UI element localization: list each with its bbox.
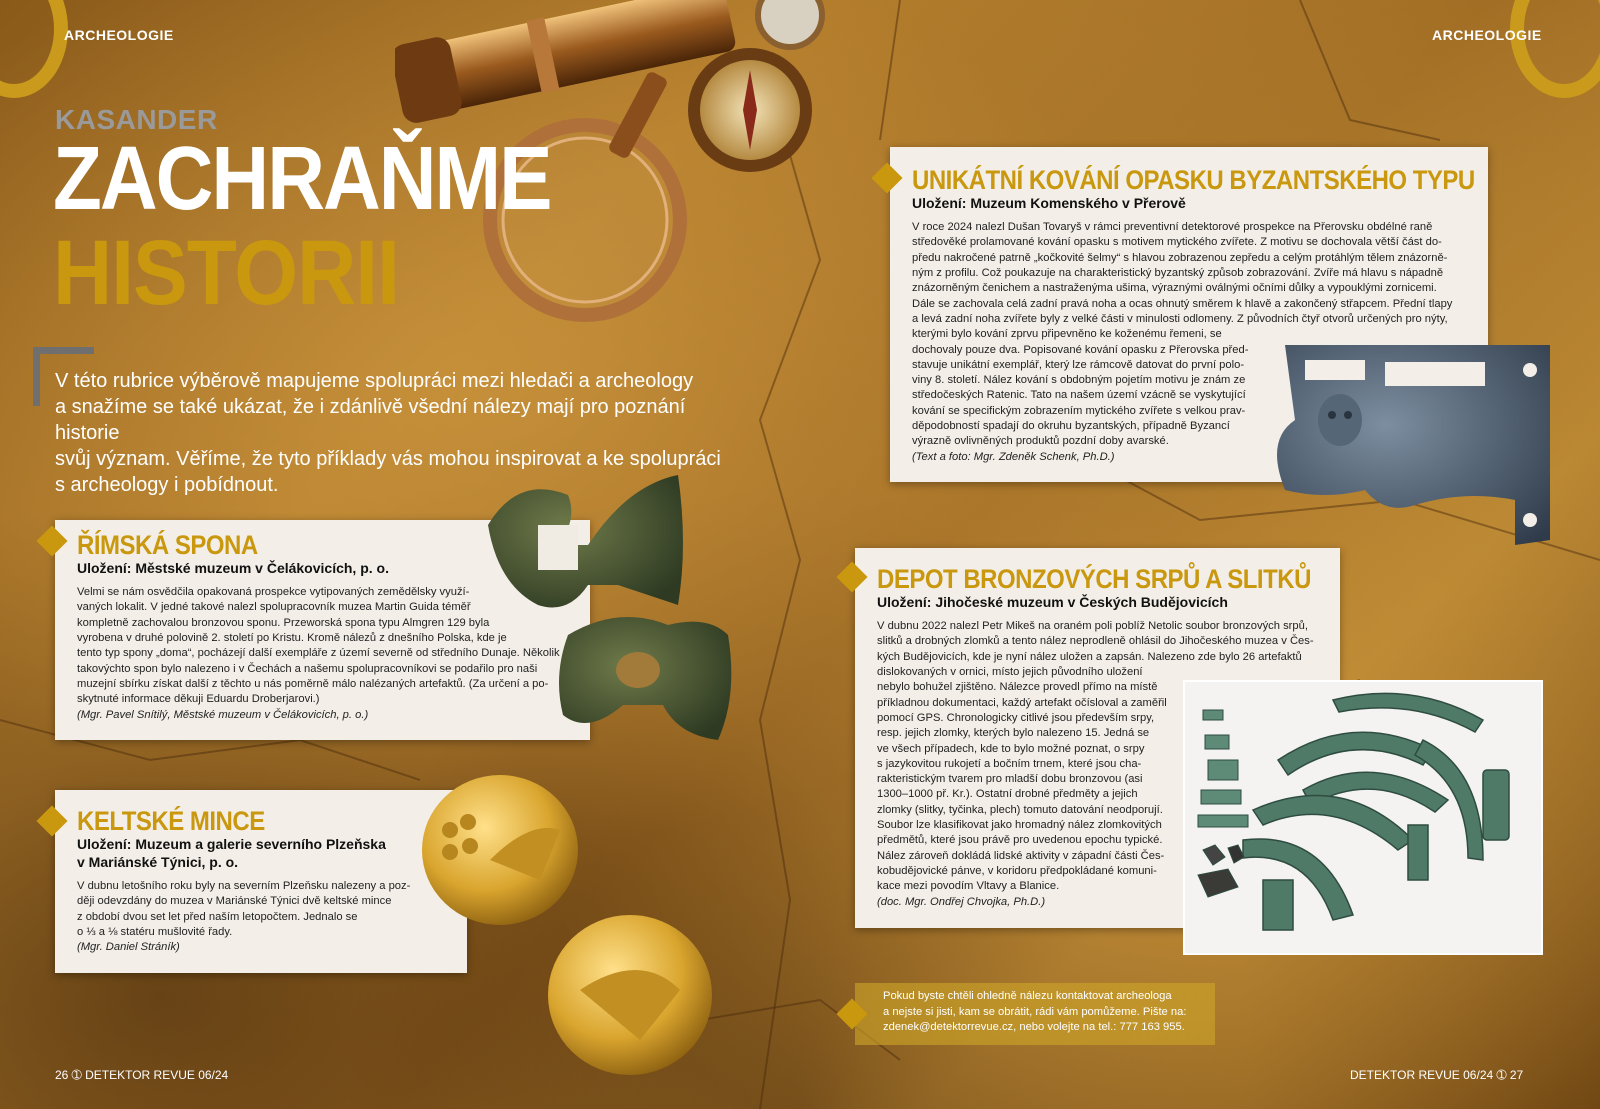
- text-line: ve všech případech, kde to bylo možné poznat, o srpy: [877, 742, 1145, 755]
- text-line: tento typ spony „doma“, pocházejí další exempláře z území severně od středního Dunaje. Několik: [77, 647, 560, 660]
- text-line: muzejní sbírku získat další z těchto u nás poměrně málo nalézaných artefaktů. (Za určení a po-: [77, 677, 549, 690]
- text-line: s jazykovitou rukojetí a bočním trnem, které jsou cha-: [877, 757, 1142, 770]
- text-line: kobudějovické pánve, v koridoru předpokládané komuni-: [877, 864, 1157, 877]
- text-line: ději odevzdány do muzea v Mariánské Týnici dvě keltské mince: [77, 895, 392, 908]
- article-location: Uložení: Muzeum Komenského v Přerově: [912, 195, 1186, 212]
- headline-line2: HISTORII: [53, 222, 399, 325]
- text-line: V roce 2024 nalezl Dušan Tovaryš v rámci preventivní detektorové prospekce na Přerovsku obdélné raně: [912, 221, 1433, 234]
- text-line: kace mezi povodím Vltavy a Blanice.: [877, 880, 1060, 893]
- text-line: vyrobena v druhé polovině 2. století po Kristu. Kromě nálezů z dnešního Polska, kde je: [77, 632, 507, 645]
- article-title: ŘÍMSKÁ SPONA: [77, 530, 258, 561]
- headline-line1: ZACHRAŇME: [53, 128, 551, 229]
- text-line: ným z profilu. Což poukazuje na charakteristický byzantský způsob zobrazování. Zvíře má hlavu s nápadně: [912, 267, 1444, 280]
- text-line: takovýchto spon bylo nalezeno i v Čechách a našemu spolupracovníkovi se podařilo pro naši: [77, 662, 538, 675]
- article-celtic-coins: [55, 790, 467, 973]
- text-line: příkladnou dokumentaci, každý artefakt očísloval a zaměřil: [877, 696, 1167, 709]
- text-line: kých Budějovicích, kde je nyní nález uložen a zapsán. Nalezeno zde bylo 26 artefaktů: [877, 650, 1302, 663]
- text-line: z období dvou set let před naším letopočtem. Jednalo se: [77, 910, 358, 923]
- section-label-left: ARCHEOLOGIE: [64, 27, 174, 43]
- text-line: zlomky (slitky, tyčinka, plech) tomuto datování neodporují.: [877, 803, 1163, 816]
- text-line: dislokovaných v ornici, místo jejich původního uložení: [877, 666, 1143, 679]
- text-line: Soubor lze klasifikovat jako hromadný nález zlomkovitých: [877, 819, 1162, 832]
- contact-line: Pokud byste chtěli ohledně nálezu kontaktovat archeologa: [883, 990, 1172, 1002]
- intro-line: a snažíme se také ukázat, že i zdánlivě všední nálezy mají pro poznání historie: [55, 396, 686, 444]
- text-line: resp. jejich zlomky, kterých bylo nalezeno 15. Jedná se: [877, 727, 1150, 740]
- text-line: kterými bylo kování zprvu připevněno ke koženému řemeni, se: [912, 328, 1222, 341]
- text-line: děpodobností spadají do okruhu byzantských, případně Byzancí: [912, 420, 1230, 433]
- article-text: [77, 879, 467, 955]
- text-line: skytnuté informace děkuji Eduardu Droberjarovi.): [77, 693, 320, 706]
- text-line: výrazně ovlivněných produktů pozdní doby avarské.: [912, 435, 1169, 448]
- location-line: Uložení: Muzeum a galerie severního Plzeňska: [77, 836, 386, 853]
- article-title: DEPOT BRONZOVÝCH SRPŮ A SLITKŮ: [877, 564, 1311, 595]
- section-label-right: ARCHEOLOGIE: [1432, 27, 1542, 43]
- intro-line: s archeology i pobídnout.: [55, 474, 279, 496]
- text-line: viny 8. století. Nález kování s obdobným pojetím motivu je znám ze: [912, 374, 1246, 387]
- footer-page-right: DETEKTOR REVUE 06/24 ➀ 27: [1350, 1068, 1524, 1082]
- text-line: pomocí GPS. Chronologicky citlivé jsou především srpy,: [877, 711, 1155, 724]
- text-line: kompletně zachovalou bronzovou sponu. Przeworská spona typu Almgren 129 byla: [77, 616, 490, 629]
- text-line: středočeských Ratenic. Tato na našem území vzácně se vyskytující: [912, 389, 1246, 402]
- text-line: vaných lokalit. V jedné takové nalezl spolupracovník muzea Martin Guida téměř: [77, 601, 471, 614]
- belt-fitting-photo: [1265, 340, 1560, 550]
- text-line: Dále se zachovala celá zadní pravá noha a ocas ohnutý směrem k hlavě a zakončený střapcem. Přední tlapy: [912, 297, 1453, 310]
- intro-line: svůj význam. Věříme, že tyto příklady vás mohou inspirovat a ke spolupráci: [55, 448, 721, 470]
- celtic-coins-photo: [420, 770, 740, 1090]
- bronze-hoard-photo: [1183, 680, 1543, 955]
- text-line: znázorněným čenichem a nastraženýma ušima, výraznými oválnými očními důlky a vypouklými zornicemi.: [912, 282, 1437, 295]
- article-location: [77, 835, 467, 871]
- article-signature: (Mgr. Daniel Stráník): [77, 941, 180, 954]
- location-line: v Mariánské Týnici, p. o.: [77, 854, 239, 871]
- contact-email-phone[interactable]: zdenek@detektorrevue.cz, nebo volejte na tel.: 777 163 955.: [883, 1021, 1185, 1033]
- text-line: dochovaly pouze dva. Popisované kování opasku z Přerovska před-: [912, 343, 1249, 356]
- text-line: stavuje unikátní exemplář, který lze rámcově datovat do první polo-: [912, 358, 1245, 371]
- article-title: UNIKÁTNÍ KOVÁNÍ OPASKU BYZANTSKÉHO TYPU: [912, 165, 1475, 196]
- text-line: nebylo bohužel zjištěno. Nálezce provedl přímo na místě: [877, 681, 1158, 694]
- text-line: a levá zadní noha zvířete byly z velké části v minulosti odlomeny. Z původních čtyř otvorů určených pro nýty,: [912, 312, 1448, 325]
- article-signature: (doc. Mgr. Ondřej Chvojka, Ph.D.): [877, 895, 1046, 908]
- text-line: rakteristickým tvarem pro mladší dobu bronzovou (asi: [877, 773, 1143, 786]
- footer-page-left: 26 ➀ DETEKTOR REVUE 06/24: [55, 1068, 229, 1082]
- text-line: Nález zároveň dokládá lidské aktivity v západní části Čes-: [877, 849, 1165, 862]
- text-line: V dubnu 2022 nalezl Petr Mikeš na oraném poli poblíž Netolic soubor bronzových srpů,: [877, 620, 1308, 633]
- text-line: o ⅓ a ⅛ statéru mušlovité řady.: [77, 926, 233, 939]
- article-location: Uložení: Městské muzeum v Čelákovicích, p. o.: [77, 560, 389, 577]
- article-signature: (Mgr. Pavel Snítilý, Městské muzeum v Čelákovicích, p. o.): [77, 708, 369, 721]
- text-line: předu nakročené patrně „kočkovité šelmy“ s hlavou zobrazenou zepředu a celým protáhlým tělem znázorně-: [912, 251, 1448, 264]
- article-signature: (Text a foto: Mgr. Zdeněk Schenk, Ph.D.): [912, 450, 1115, 463]
- text-line: 1300–1000 př. Kr.). Ostatní drobné předměty a jejich: [877, 788, 1138, 801]
- article-location: Uložení: Jihočeské muzeum v Českých Budějovicích: [877, 594, 1228, 611]
- article-title: KELTSKÉ MINCE: [77, 806, 265, 837]
- intro-line: V této rubrice výběrově mapujeme spolupráci mezi hledači a archeology: [55, 370, 694, 392]
- text-line: předmětů, které jsou právě pro uvedenou epochu typické.: [877, 834, 1163, 847]
- text-line: slitků a drobných zlomků a tento nález neprodleně ohlásil do Jihočeského muzea v Čes-: [877, 635, 1314, 648]
- text-line: středověké prolamované kování opasku s motivem mytického zvířete. Z motivu se dochovala větší část do-: [912, 236, 1442, 249]
- text-line: V dubnu letošního roku byly na severním Plzeňsku nalezeny a poz-: [77, 880, 411, 893]
- contact-callout: [855, 983, 1215, 1045]
- kicker-label: KASANDER: [55, 104, 218, 135]
- roman-brooch-photo: [478, 465, 768, 765]
- contact-line: a nejste si jisti, kam se obrátit, rádi vám pomůžeme. Pište na:: [883, 1005, 1187, 1018]
- text-line: kování se specifickým zobrazením mytického zvířete s velkou prav-: [912, 404, 1246, 417]
- text-line: Velmi se nám osvědčila opakovaná prospekce vytipovaných zemědělsky využí-: [77, 586, 470, 599]
